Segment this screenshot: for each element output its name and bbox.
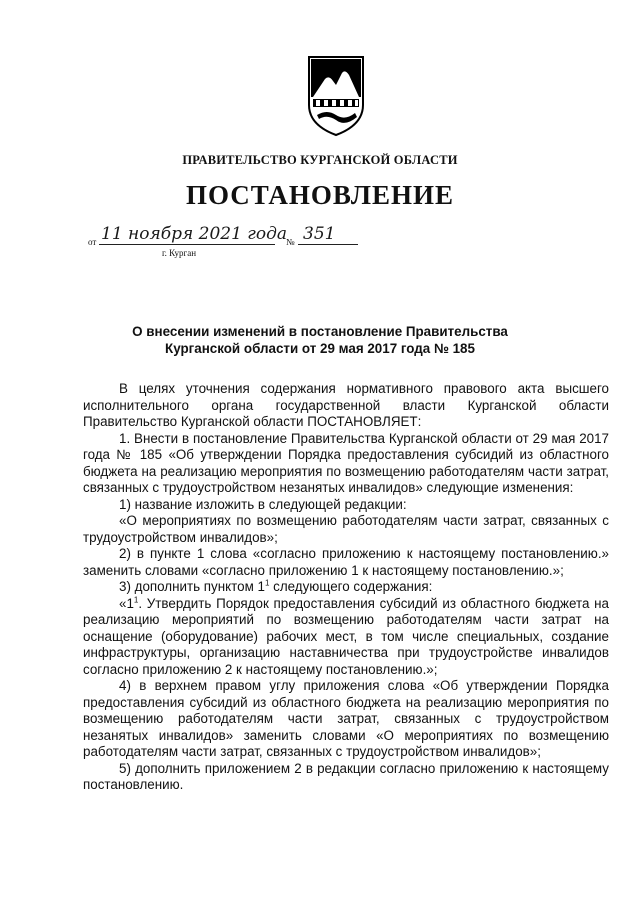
date-value: 11 ноября 2021 года (101, 224, 288, 244)
paragraph-new-point (83, 596, 609, 679)
date-underline (99, 244, 275, 245)
number-underline (298, 244, 358, 245)
number-value: 351 (303, 224, 336, 244)
subject-line-1: О внесении изменений в постановление Правительства (132, 324, 508, 339)
new-point-start: «1 (119, 595, 134, 611)
document-body (83, 381, 609, 794)
paragraph-subitem-1: 1) название изложить в следующей редакции: (119, 496, 407, 512)
subitem-3-superscript: 1 (264, 578, 270, 588)
city-label: г. Курган (162, 248, 197, 258)
paragraph-subitem-2: 2) в пункте 1 слова «согласно приложению к настоящему постановлению.» заменить словами «согласно приложению 1 к настоящему постановлению.»; (83, 546, 609, 578)
subitem-3-text-end: следующего содержания: (269, 579, 433, 594)
paragraph-subitem-4: 4) в верхнем правом углу приложения слова «Об утверждении Порядка предоставления субсидий из областного бюджета на реализацию мероприятия по возмещению работодателям части затрат, связанных с трудоустройством незанятых инвалидов» заменить словами «О мероприятиях по возмещению работодателям части затрат, связанных с трудоустройством инвалидов»; (83, 678, 609, 759)
document-subject (0, 323, 640, 357)
document-type-title: ПОСТАНОВЛЕНИЕ (185, 180, 455, 210)
number-prefix: № (286, 237, 295, 247)
paragraph-subitem-5: 5) дополнить приложением 2 в редакции согласно приложению к настоящему постановлению. (83, 760, 609, 792)
new-point-text: . Утвердить Порядок предоставления субсидий из областного бюджета на реализацию мероприятий по возмещению работодателям части затрат на оснащение (оборудование) рабочих мест, в том числе специальных, создание инфраструктуры, организацию наставничества при трудоустройстве инвалидов согласно приложению 2 к настоящему постановлению.»; (83, 595, 609, 677)
date-prefix: от (88, 237, 97, 247)
paragraph-subitem-3 (83, 579, 609, 596)
subject-line-2: Курганской области от 29 мая 2017 года № 185 (165, 341, 475, 356)
organization-name: ПРАВИТЕЛЬСТВО КУРГАНСКОЙ ОБЛАСТИ (182, 153, 458, 167)
paragraph-item-1: 1. Внести в постановление Правительства Курганской области от 29 мая 2017 года № 185 «Об утверждении Порядка предоставления субсидий из областного бюджета на реализацию мероприятия по возмещению работодателям части затрат, связанных с трудоустройством незанятых инвалидов» следующие изменения: (83, 430, 609, 495)
paragraph-new-title: «О мероприятиях по возмещению работодателям части затрат, связанных с трудоустройством инвалидов»; (83, 513, 609, 545)
paragraph-preamble: В целях уточнения содержания нормативного правового акта высшего исполнительного органа государственной власти Курганской области Правительство Курганской области ПОСТАНОВЛЯЕТ: (83, 381, 609, 429)
new-point-superscript: 1 (133, 595, 139, 605)
subitem-3-text: 3) дополнить пунктом 1 (119, 579, 265, 594)
coat-of-arms-icon (305, 55, 367, 137)
